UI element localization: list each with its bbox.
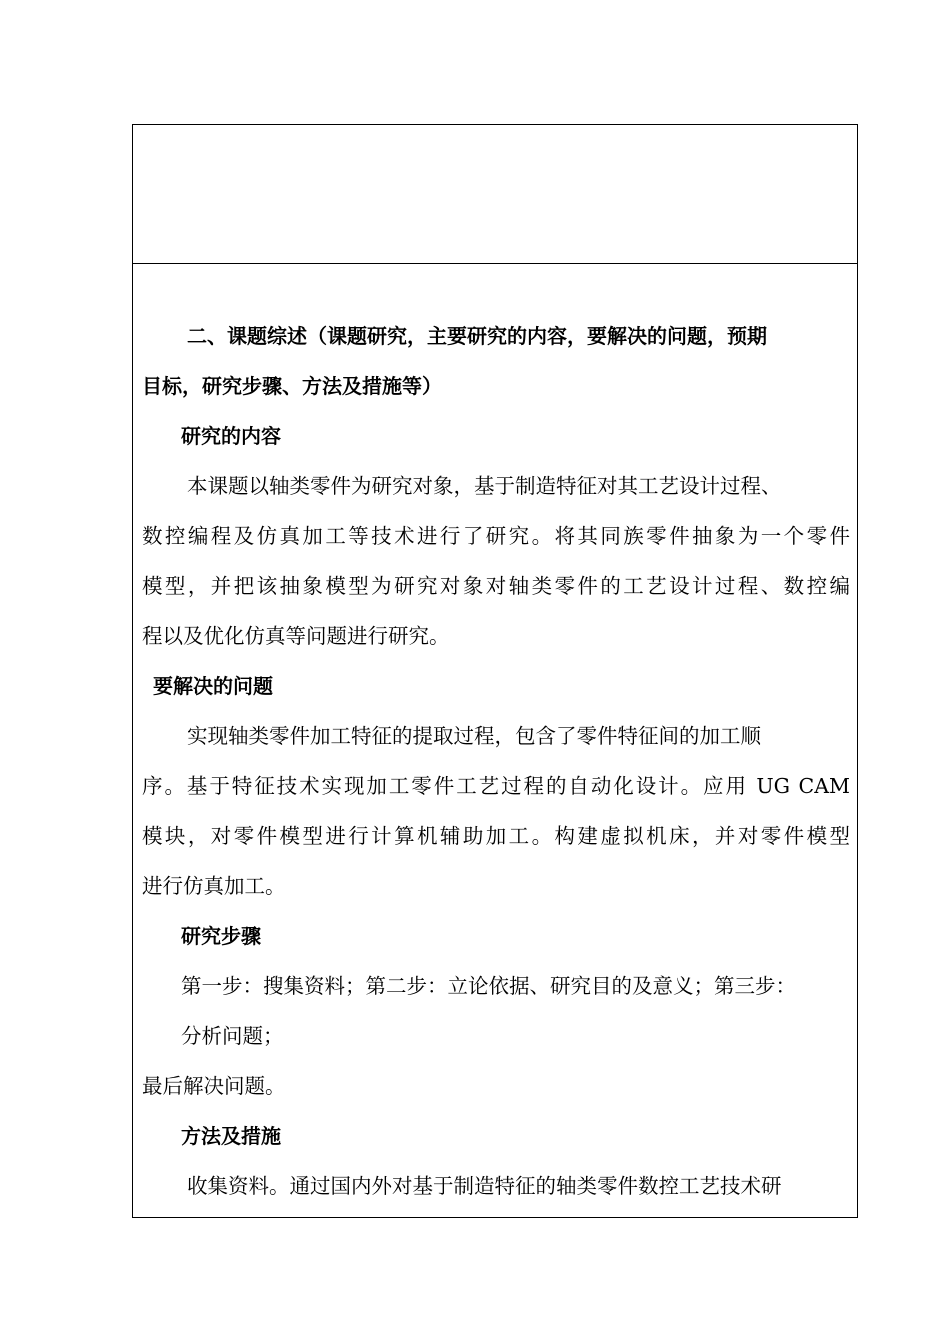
section-heading-line1: 二、课题综述（课题研究，主要研究的内容，要解决的问题，预期 (187, 324, 767, 348)
research-content-line: 数控编程及仿真加工等技术进行了研究。将其同族零件抽象为一个零件 (142, 524, 850, 548)
steps-line: 分析问题； (181, 1024, 284, 1048)
problems-line: 进行仿真加工。 (142, 874, 286, 898)
research-content-title: 研究的内容 (181, 424, 281, 448)
problems-line: 模块，对零件模型进行计算机辅助加工。构建虚拟机床，并对零件模型 (142, 824, 850, 848)
research-content-line: 本课题以轴类零件为研究对象，基于制造特征对其工艺设计过程、 (187, 474, 782, 498)
methods-title: 方法及措施 (181, 1124, 281, 1148)
table-top-cell (133, 125, 857, 264)
research-content-line: 程以及优化仿真等问题进行研究。 (142, 624, 450, 648)
methods-line: 收集资料。通过国内外对基于制造特征的轴类零件数控工艺技术研 (187, 1174, 782, 1198)
section-overview-cell (133, 264, 857, 1218)
section-heading-line2: 目标，研究步骤、方法及措施等） (142, 374, 442, 398)
problems-line: 实现轴类零件加工特征的提取过程，包含了零件特征间的加工顺 (187, 724, 761, 748)
steps-line: 第一步：搜集资料；第二步：立论依据、研究目的及意义；第三步： (181, 974, 796, 998)
research-content-line: 模型，并把该抽象模型为研究对象对轴类零件的工艺设计过程、数控编 (142, 574, 850, 598)
steps-title: 研究步骤 (181, 924, 261, 948)
problems-title: 要解决的问题 (153, 674, 273, 698)
problems-line: 序。基于特征技术实现加工零件工艺过程的自动化设计。应用 UG CAM (142, 774, 850, 798)
steps-line: 最后解决问题。 (142, 1074, 286, 1098)
form-table (132, 124, 858, 1218)
